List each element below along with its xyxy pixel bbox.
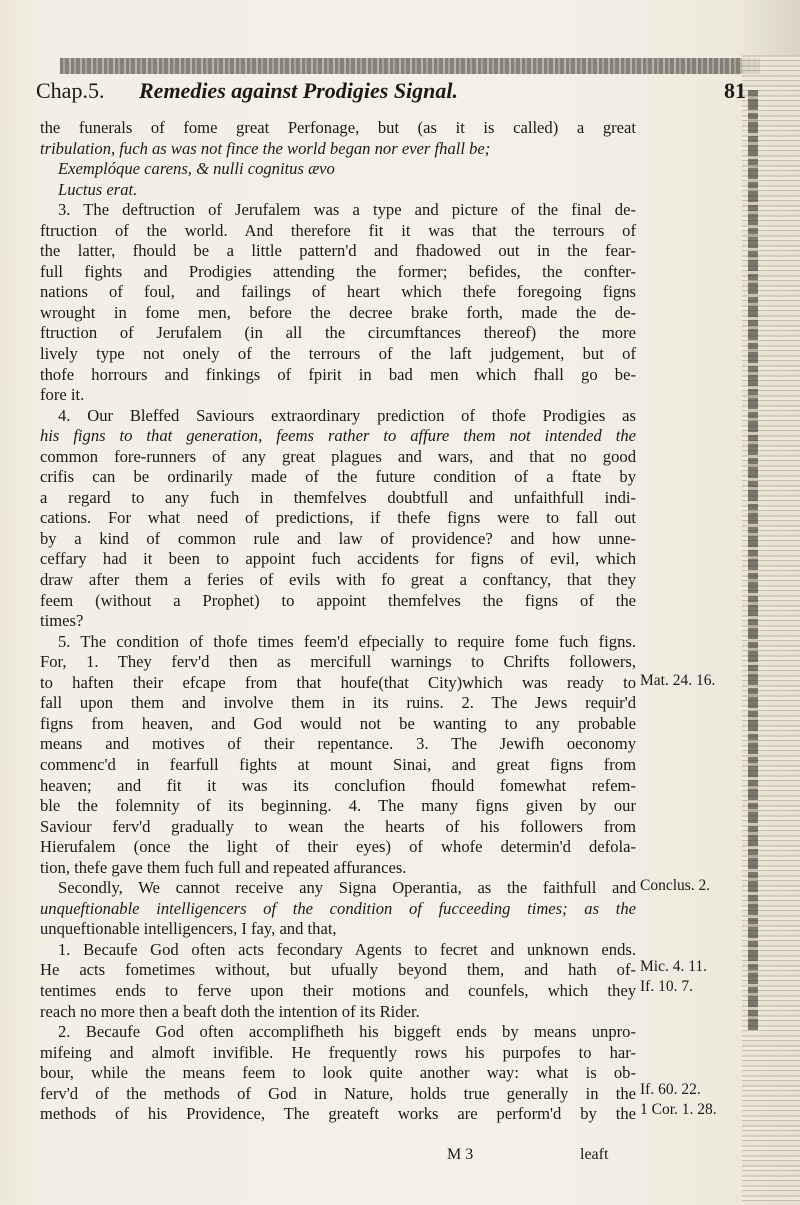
text-line: methods of his Providence, The greateft works are perform'd by the [40,1104,636,1124]
text-line: 2. Becaufe God often accomplifheth his biggeft ends by means unpro- [58,1022,636,1042]
verse-line: Exemplóque carens, & nulli cognitus ævo [58,159,335,179]
text-line: full fights and Prodigies attending the former; befides, the confter- [40,261,636,281]
text-line: nations of foul, and failings of heart which thefe foregoing figns [40,282,636,302]
text-line: ceffary had it been to appoint fuch accidents for figns of evil, which [40,549,636,569]
text-line: 1. Becaufe God often acts fecondary Agents to fecret and unknown ends. [58,939,636,959]
text-line: lively type not onely of the terrours of the laft judgement, but of [40,344,636,364]
text-line: Saviour ferv'd gradually to wean the hearts of his followers from [40,816,636,836]
text-line: He acts fometimes without, but ufually beyond them, and hath of- [40,960,636,980]
text-line: unqueftionable intelligencers of the condition of fucceeding times; as the [40,898,636,918]
paragraph-heading: 4. Our Bleffed Saviours extraordinary prediction of thofe Prodigies as [58,405,636,425]
margin-note: Mat. 24. 16. [640,672,716,689]
text-line: For, 1. They ferv'd then as mercifull warnings to Chrifts followers, [40,652,636,672]
text-line: feem (without a Prophet) to appoint themfelves the figns of the [40,590,636,610]
text-line: Hierufalem (once the light of their eyes) of whofe determin'd defola- [40,837,636,857]
text-line: reach no more then a beaft doth the intention of its Rider. [40,1001,420,1021]
text-line: a regard to any fuch in themfelves doubtfull and unfaithfull indi- [40,487,636,507]
text-line: tion, thefe gave them fuch full and repeated affurances. [40,857,407,877]
text-line: his figns to that generation, feems rather to affure them not intended the [40,426,636,446]
text-line: to haften their efcape from that houfe(that City)which was ready to [40,672,636,692]
paragraph-heading: Secondly, We cannot receive any Signa Operantia, as the faithfull and [58,878,636,898]
page-number: 81 [724,78,746,103]
text-line: ferv'd of the methods of God in Nature, holds true generally in the [40,1083,636,1103]
margin-note: If. 10. 7. [640,978,693,995]
text-line: ble the folemnity of its beginning. 4. The many figns given by our [40,796,636,816]
text-line: times? [40,611,84,631]
paragraph-heading: 5. The condition of thofe times feem'd efpecially to require fome fuch figns. [58,631,636,651]
text-line: the latter, fhould be a little pattern'd and fhadowed out in the fear- [40,241,636,261]
text-line: ftruction of Jerufalem (in all the circumftances thereof) the more [40,323,636,343]
margin-note: 1 Cor. 1. 28. [640,1101,717,1118]
margin-notes [640,0,750,1205]
text-line: fore it. [40,385,85,405]
running-title: Remedies against Prodigies Signal. [139,78,459,103]
text-line: ftruction of the world. And therefore fit it was that the terrours of [40,220,636,240]
text-line: mifeing and almoft invifible. He frequently rows his purpofes to har- [40,1042,636,1062]
text-line: tribulation, fuch as was not fince the world began nor ever fhall be; [40,138,491,158]
margin-note: Mic. 4. 11. [640,958,708,975]
text-line: fall upon them and involve them in its ruins. 2. The Jews requir'd [40,693,636,713]
text-line: cations. For what need of predictions, if thefe figns were to fall out [40,508,636,528]
body-text [40,118,636,1125]
margin-note: Conclus. 2. [640,877,711,894]
text-line: figns from heaven, and God would not be wanting to any probable [40,713,636,733]
text-line: unqueftionable intelligencers, I fay, and that, [40,919,337,939]
chapter-label: Chap.5. [36,78,105,103]
text-line: tentimes ends to ferve upon their motions and counfels, which they [40,980,636,1000]
text-line: bour, while the means feem to look quite another way: what is ob- [40,1063,636,1083]
verse-line: Luctus erat. [58,179,138,199]
signature-mark: M 3 [447,1146,474,1163]
catchword: leaft [580,1146,609,1163]
text-line: common fore-runners of any great plagues and wars, and that no good [40,446,636,466]
text-line: the funerals of fome great Perfonage, but (as it is called) a great [40,118,636,137]
text-line: heaven; and fit it was its conclufion fhould fomewhat refem- [40,775,636,795]
text-line: means and motives of their repentance. 3. The Jewifh oeconomy [40,734,636,754]
margin-note: If. 60. 22. [640,1081,701,1098]
text-line: commenc'd in fearfull fights at mount Sinai, and great figns from [40,754,636,774]
text-line: crifis can be ordinarily made of the future condition of a ftate by [40,467,636,487]
paragraph-heading: 3. The deftruction of Jerufalem was a type and picture of the final de- [58,200,636,220]
text-line: by a kind of common rule and law of providence? and how unne- [40,528,636,548]
text-line: wrought in fome men, before the decree brake forth, made the de- [40,302,636,322]
text-line: draw after them a feries of evils with fo great a conftancy, that they [40,570,636,590]
text-line: thofe horrours and finkings of fpirit in bad men which fhall go be- [40,364,636,384]
